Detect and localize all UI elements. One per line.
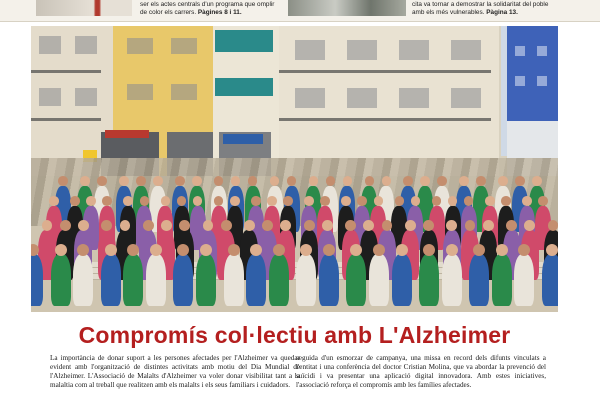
photo-person-head <box>270 176 280 186</box>
group-photo[interactable] <box>31 26 558 312</box>
photo-person-head <box>203 220 214 231</box>
photo-person-head <box>532 176 542 186</box>
photo-person-head <box>97 176 107 186</box>
photo-person-head <box>423 220 434 231</box>
photo-person-head <box>230 196 240 206</box>
photo-person-head <box>267 196 277 206</box>
photo-person-head <box>193 196 203 206</box>
photo-person-head <box>382 176 392 186</box>
photo-person-head <box>214 196 224 206</box>
photo-person-head <box>273 244 285 256</box>
photo-person-head <box>304 220 315 231</box>
photo-person-head <box>515 176 525 186</box>
photo-person <box>492 254 512 306</box>
photo-person-head <box>140 196 150 206</box>
photo-person-head <box>373 244 385 256</box>
photo-person-head <box>405 220 416 231</box>
photo-person-head <box>78 220 89 231</box>
photo-person-head <box>374 196 384 206</box>
photo-person-head <box>395 196 405 206</box>
photo-person-head <box>231 176 241 186</box>
photo-person-head <box>506 220 517 231</box>
photo-person-head <box>476 176 486 186</box>
article-headline: Compromís col·lectiu amb L'Alzheimer <box>78 322 511 348</box>
photo-person <box>469 254 489 306</box>
photo-person <box>369 254 389 306</box>
photo-person-head <box>221 220 232 231</box>
photo-person <box>123 254 143 306</box>
photo-person-head <box>363 220 374 231</box>
photo-person-head <box>143 220 154 231</box>
teaser-left-page-ref[interactable]: Pàgines 8 i 11. <box>197 8 242 16</box>
photo-person-head <box>432 196 442 206</box>
photo-person-head <box>136 176 146 186</box>
photo-person-head <box>382 220 393 231</box>
photo-person-head <box>200 244 212 256</box>
photo-person-head <box>326 176 336 186</box>
photo-person-head <box>538 196 548 206</box>
photo-person-head <box>192 176 202 186</box>
photo-person-head <box>251 196 261 206</box>
photo-person-head <box>287 176 297 186</box>
photo-person-head <box>161 196 171 206</box>
teaser-thumbnail-left[interactable] <box>36 0 132 16</box>
photo-person-head <box>464 196 474 206</box>
photo-person-head <box>323 244 335 256</box>
photo-person-head <box>280 220 291 231</box>
photo-person <box>246 254 266 306</box>
photo-person-head <box>58 176 68 186</box>
photo-person-head <box>396 244 408 256</box>
photo-person-head <box>175 176 185 186</box>
photo-person <box>296 254 316 306</box>
photo-person-head <box>214 176 224 186</box>
photo-person <box>392 254 412 306</box>
photo-person-head <box>343 176 353 186</box>
photo-person <box>442 254 462 306</box>
photo-person-head <box>548 220 558 231</box>
photo-person-head <box>420 176 430 186</box>
photo-person-head <box>60 220 71 231</box>
teaser-left-body: ser els actes centrals d'un programa que omplir de color els carrers. <box>140 1 275 16</box>
photo-person-head <box>283 196 293 206</box>
photo-person-head <box>498 176 508 186</box>
photo-person-head <box>244 220 255 231</box>
photo-person <box>173 254 193 306</box>
photo-person-head <box>49 196 59 206</box>
photo-person-head <box>248 176 258 186</box>
photo-person <box>419 254 439 306</box>
photo-person <box>514 254 534 306</box>
photo-person-head <box>501 196 511 206</box>
photo-person-head <box>161 220 172 231</box>
photo-person-head <box>465 220 476 231</box>
photo-person-head <box>262 220 273 231</box>
photo-person-head <box>55 244 67 256</box>
photo-person-head <box>524 220 535 231</box>
photo-person-head <box>309 176 319 186</box>
photo-person <box>51 254 71 306</box>
photo-person-head <box>177 196 187 206</box>
photo-person-head <box>496 244 508 256</box>
photo-person <box>101 254 121 306</box>
teaser-text-right <box>412 1 562 16</box>
photo-person-head <box>105 244 117 256</box>
photo-person-head <box>304 196 314 206</box>
photo-person-head <box>446 244 458 256</box>
photo-person-head <box>320 196 330 206</box>
photo-person-head <box>448 196 458 206</box>
teaser-thumbnail-right[interactable] <box>288 0 406 16</box>
photo-person-head <box>119 176 129 186</box>
photo-person <box>31 254 43 306</box>
photo-person-head <box>446 220 457 231</box>
photo-person <box>224 254 244 306</box>
photo-person-head <box>341 196 351 206</box>
photo-person-head <box>522 196 532 206</box>
photo-person-head <box>150 244 162 256</box>
photo-person-head <box>120 220 131 231</box>
photo-person-head <box>179 220 190 231</box>
photo-person-head <box>123 196 133 206</box>
photo-person-head <box>80 176 90 186</box>
photo-person-head <box>70 196 80 206</box>
photo-person-head <box>546 244 558 256</box>
photo-crowd <box>31 26 558 312</box>
photo-person-head <box>403 176 413 186</box>
article-column-left: La importància de donar suport a les persones afectades per l'Alzheimer va quedar evident amb l'organització de distintes activitats amb motiu del Dia Mundial de l'Alzheimer. L'Associació de Malalts d'Alzheimer va voler donar visibilitat tant a la malaltia com al treball que realitzen amb els malalts i els seus familiars i cuidadors. <box>50 354 300 390</box>
photo-person-head <box>153 176 163 186</box>
photo-person <box>196 254 216 306</box>
photo-person-head <box>228 244 240 256</box>
photo-person-head <box>459 176 469 186</box>
photo-person-head <box>322 220 333 231</box>
article-column-right: seguida d'un esmorzar de campanya, una missa en record dels difunts vinculats a l'entitat i una conferència del doctor Cristian Molina, que va abordar la prevenció del suïcidi i va presentar una aplicació digital innovadora. Amb estes iniciatives, l'associació reforça el compromís amb les famílies afectades. <box>296 354 546 390</box>
photo-person-head <box>101 220 112 231</box>
photo-person <box>73 254 93 306</box>
photo-person-head <box>483 220 494 231</box>
photo-person <box>346 254 366 306</box>
teaser-strip <box>0 0 600 22</box>
photo-person-head <box>42 220 53 231</box>
photo-person-head <box>86 196 96 206</box>
photo-person-head <box>345 220 356 231</box>
teaser-right-page-ref[interactable]: Pàgina 13. <box>486 8 518 16</box>
photo-person-head <box>357 196 367 206</box>
photo-person <box>269 254 289 306</box>
photo-person-head <box>411 196 421 206</box>
teaser-right-body: cita va tornar a demostrar la solidaritat del poble amb els més vulnerables. <box>412 1 549 16</box>
photo-person-head <box>437 176 447 186</box>
photo-person <box>542 254 558 306</box>
teaser-text-left <box>140 1 280 16</box>
photo-person-head <box>365 176 375 186</box>
photo-person <box>146 254 166 306</box>
photo-person <box>319 254 339 306</box>
photo-person-head <box>485 196 495 206</box>
photo-person-head <box>102 196 112 206</box>
